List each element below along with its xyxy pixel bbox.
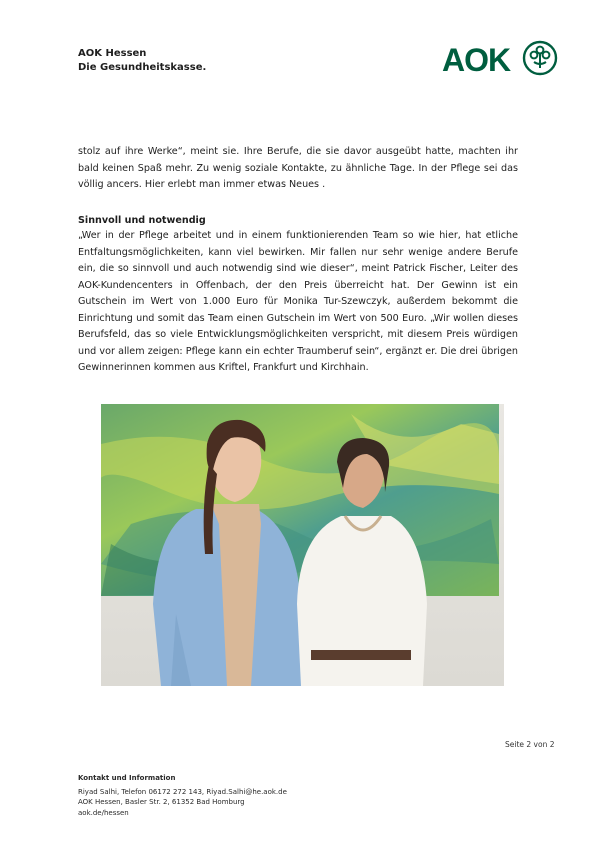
- contact-footer: [78, 773, 287, 818]
- page-number: Seite 2 von 2: [505, 740, 555, 749]
- footer-title: Kontakt und Information: [78, 774, 176, 782]
- aok-logo: [442, 40, 558, 80]
- footer-website: aok.de/hessen: [78, 808, 129, 817]
- footer-address-line: AOK Hessen, Basler Str. 2, 61352 Bad Homburg: [78, 798, 245, 807]
- quote-paragraph: „Wer in der Pflege arbeitet und in einem funktionierenden Team so wie hier, hat etliche Entfaltungsmöglichkeiten, kann viel bewirken. Mir fallen nur sehr wenige andere Berufe ein, die so sinnvoll und auch notwendig sind wie dieser“, meint Patrick Fischer, Leiter des AOK-Kundencenters in Offenbach, der den Preis überreicht hat. Der Gewinn ist ein Gutschein im Wert von 1.000 Euro für Monika Tur-Szewczyk, außerdem bekommt die Einrichtung und somit das Team einen Gutschein im Wert von 500 Euro. „Wir wollen dieses Berufsfeld, das so viele Entwicklungsmöglichkeiten verspricht, mit diesem Preis würdigen und vor allem zeigen: Pflege kann ein echter Traumberuf sein“, ergänzt er. Die drei übrigen Gewinnerinnen kommen aus Kriftel, Frankfurt und Kirchhain.: [78, 230, 518, 373]
- sender-name: AOK Hessen: [78, 48, 147, 59]
- intro-paragraph: stolz auf ihre Werke“, meint sie. Ihre Berufe, die sie davor ausgeübt hatte, machten ihr bald keinen Spaß mehr. Zu wenig soziale Kontakte, zu ähnliche Tage. In der Pflege sei das völlig ancers. Hier erlebt man immer etwas Neues .: [78, 146, 518, 190]
- footer-contact-line: Riyad Salhi, Telefon 06172 272 143, Riyad.Salhi@he.aok.de: [78, 788, 287, 797]
- photo-two-women: [101, 404, 504, 686]
- section-heading: Sinnvoll und notwendig: [78, 215, 206, 226]
- aok-tree-icon: [522, 40, 558, 76]
- sender-tagline: Die Gesundheitskasse.: [78, 62, 207, 73]
- logo-wordmark: AOK: [442, 42, 511, 78]
- sender-block: [78, 47, 206, 75]
